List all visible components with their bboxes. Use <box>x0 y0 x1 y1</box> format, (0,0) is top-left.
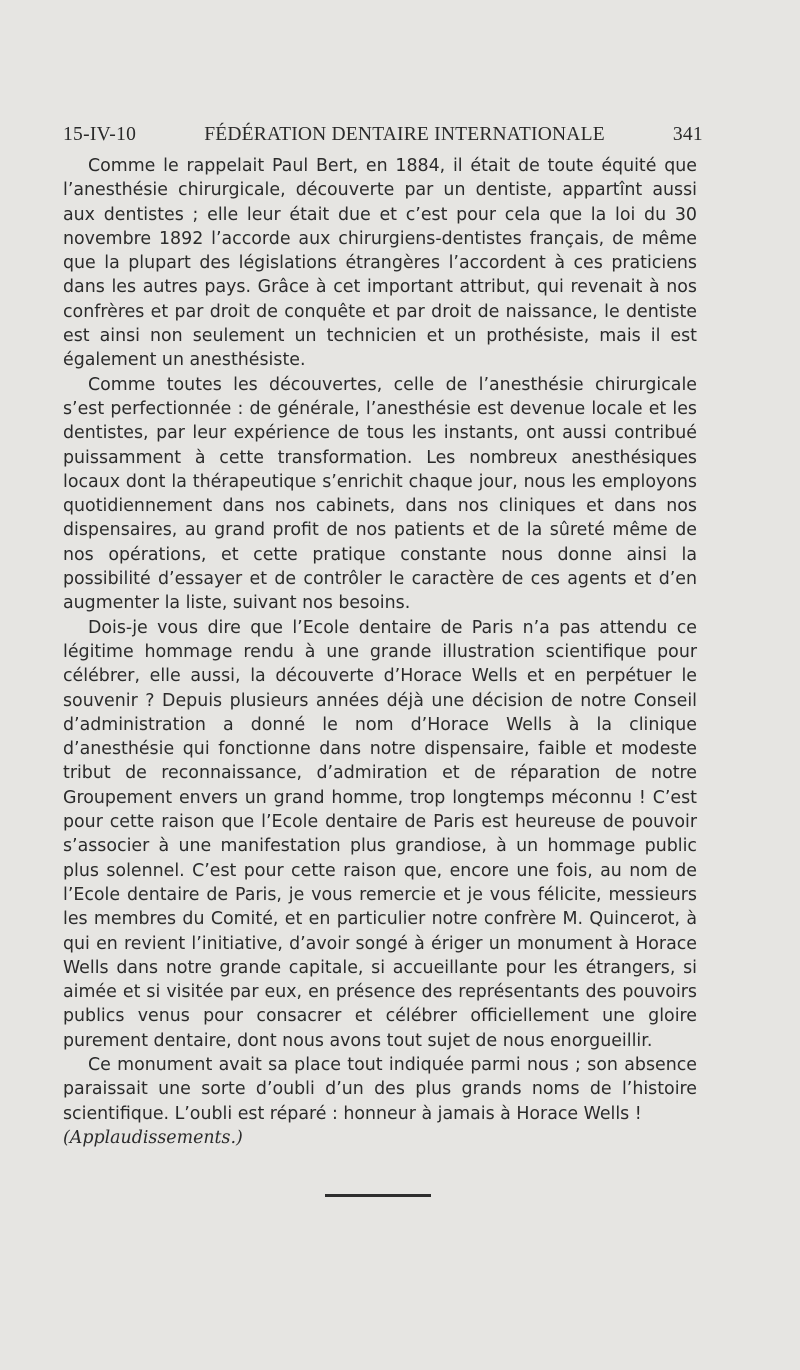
page-body <box>63 154 697 1150</box>
paragraph: Comme toutes les découvertes, celle de l’anesthésie chirurgicale s’est perfectionnée : de générale, l’anesthésie est devenue locale et les dentistes, par leur expérience de tous les instants, ont aussi contribué puissamment à cette transformation. Les nombreux anesthésiques locaux dont la thérapeutique s’enrichit chaque jour, nous les employons quotidiennement dans nos cabinets, dans nos cliniques et dans nos dispensaires, au grand profit de nos patients et de la sûreté même de nos opérations, et cette pratique constante nous donne ainsi la possibilité d’essayer et de contrôler le caractère de ces agents et d’en augmenter la liste, suivant nos besoins. <box>63 374 697 614</box>
header-title: FÉDÉRATION DENTAIRE INTERNATIONALE <box>204 124 605 145</box>
running-header <box>63 124 703 146</box>
paragraph: Dois-je vous dire que l’Ecole dentaire de Paris n’a pas attendu ce légitime hommage rendu à une grande illustration scientifique pour célébrer, elle aussi, la découverte d’Horace Wells et en perpétuer le souvenir ? Depuis plusieurs années déjà une décision de notre Conseil d’administration a donné le nom d’Horace Wells à la clinique d’anesthésie qui fonctionne dans notre dispensaire, faible et modeste tribut de reconnaissance, d’admiration et de réparation de notre Groupement envers un grand homme, trop longtemps méconnu ! C’est pour cette raison que l’Ecole dentaire de Paris est heureuse de pouvoir s’associer à une manifestation plus grandiose, à un hommage public plus solennel. C’est pour cette raison que, encore une fois, au nom de l’Ecole dentaire de Paris, je vous remercie et je vous félicite, messieurs les membres du Comité, et en particulier notre confrère M. Quincerot, à qui en revient l’initiative, d’avoir songé à ériger un monument à Horace Wells dans notre grande capitale, si accueillante pour les étrangers, si aimée et si visitée par eux, en présence des représentants des pouvoirs publics venus pour consacrer et célébrer officiellement une gloire purement dentaire, dont nous avons tout sujet de nous enorgueillir. <box>63 617 697 1051</box>
paragraph: Comme le rappelait Paul Bert, en 1884, il était de toute équité que l’anesthésie chirurgicale, découverte par un dentiste, appartînt aussi aux dentistes ; elle leur était due et c’est pour cela que la loi du 30 novembre 1892 l’accorde aux chirurgiens-dentistes français, de même que la plupart des législations étrangères l’accordent à ces praticiens dans les autres pays. Grâce à cet important attribut, qui revenait à nos confrères et par droit de conquête et par droit de naissance, le dentiste est ainsi non seulement un technicien et un prothésiste, mais il est également un anesthésiste. <box>63 156 697 371</box>
page-number: 341 <box>672 124 703 145</box>
applause-note: (Applaudissements.) <box>63 1127 243 1148</box>
header-date: 15-IV-10 <box>63 124 137 145</box>
paragraph: Ce monument avait sa place tout indiquée parmi nous ; son absence paraissait une sorte d’oubli d’un des plus grands noms de l’histoire scientifique. L’oubli est réparé : honneur à jamais à Horace Wells ! <box>63 1054 697 1124</box>
end-rule <box>325 1194 431 1197</box>
